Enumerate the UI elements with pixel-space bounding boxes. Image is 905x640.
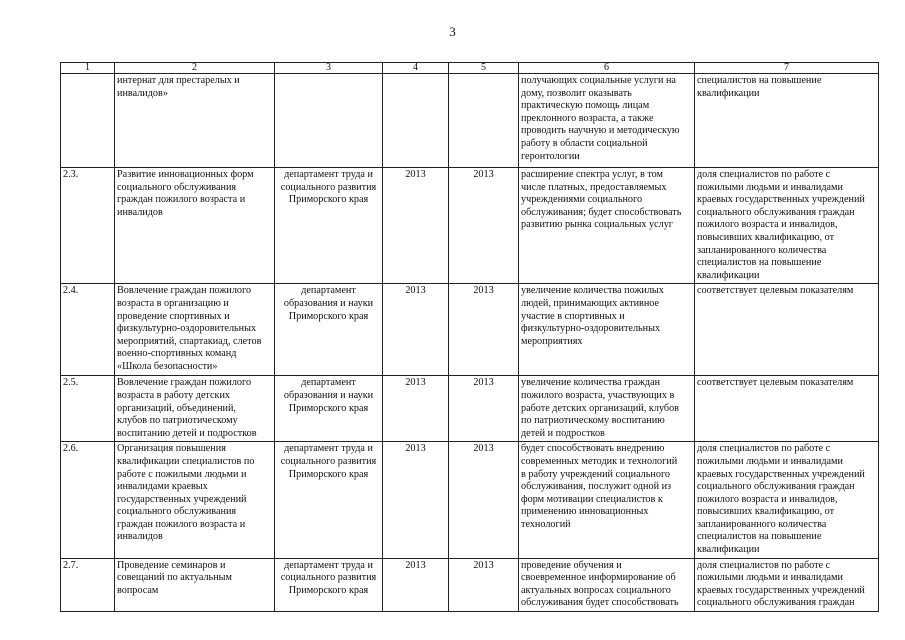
expected-result: будет способствовать внедрению современных методик и технологий в работу учреждений социального обслуживания, послужит одной из форм мотивации специалистов к применению инновационных технологий [519,442,695,558]
start-year [383,74,449,168]
start-year: 2013 [383,168,449,284]
end-year: 2013 [449,558,519,611]
row-number: 2.3. [61,168,115,284]
table-row [61,168,879,284]
expected-result: увеличение количества граждан пожилого возраста, участвующих в работе детских организаций, клубов по патриотическому воспитанию детей и подростков [519,376,695,442]
end-year [449,74,519,168]
table-row [61,558,879,611]
column-number: 4 [383,63,449,74]
row-number [61,74,115,168]
row-number: 2.6. [61,442,115,558]
column-number: 6 [519,63,695,74]
column-number: 5 [449,63,519,74]
column-number-row [61,63,879,74]
measure-name: Вовлечение граждан пожилого возраста в работу детских организаций, объединений, клубов по патриотическому воспитанию детей и подростков [115,376,275,442]
measure-name: Вовлечение граждан пожилого возраста в организацию и проведение спортивных и физкультурно-оздоровительных мероприятий, спартакиад, слетов военно-спортивных команд «Школа безопасности» [115,284,275,376]
indicator: доля специалистов по работе с пожилыми людьми и инвалидами краевых государственных учреждений социального обслуживания граждан пожилого возраста и инвалидов, повысивших квалификацию, от запланированного количества специалистов на повышение квалификации [695,442,879,558]
measure-name: интернат для престарелых и инвалидов» [115,74,275,168]
end-year: 2013 [449,442,519,558]
column-number: 3 [275,63,383,74]
end-year: 2013 [449,284,519,376]
column-number: 1 [61,63,115,74]
indicator: доля специалистов по работе с пожилыми людьми и инвалидами краевых государственных учреждений социального обслуживания граждан пожилого возраста и инвалидов, повысивших квалификацию, от запланированного количества специалистов на повышение квалификации [695,168,879,284]
page-number: 3 [449,24,456,39]
start-year: 2013 [383,558,449,611]
indicator: доля специалистов по работе с пожилыми людьми и инвалидами краевых государственных учреждений социального обслуживания граждан [695,558,879,611]
executor: департамент образования и науки Приморского края [275,376,383,442]
column-number: 7 [695,63,879,74]
indicator: соответствует целевым показателям [695,284,879,376]
executor: департамент труда и социального развития Приморского края [275,442,383,558]
expected-result: увеличение количества пожилых людей, принимающих активное участие в спортивных и физкультурно-оздоровительных мероприятиях [519,284,695,376]
measure-name: Организация повышения квалификации специалистов по работе с пожилыми людьми и инвалидами краевых государственных учреждений социального обслуживания граждан пожилого возраста и инвалидов [115,442,275,558]
end-year: 2013 [449,168,519,284]
indicator: соответствует целевым показателям [695,376,879,442]
row-number: 2.7. [61,558,115,611]
column-number: 2 [115,63,275,74]
executor: департамент труда и социального развития Приморского края [275,168,383,284]
row-number: 2.4. [61,284,115,376]
table-row [61,376,879,442]
executor: департамент труда и социального развития Приморского края [275,558,383,611]
expected-result: получающих социальные услуги на дому, позволит оказывать практическую помощь лицам преклонного возраста, а также проводить научную и методическую работу в области социальной геронтологии [519,74,695,168]
table-row [61,442,879,558]
expected-result: проведение обучения и своевременное информирование об актуальных вопросах социального обслуживания будет способствовать [519,558,695,611]
table-row [61,74,879,168]
measure-name: Развитие инновационных форм социального обслуживания граждан пожилого возраста и инвалидов [115,168,275,284]
executor [275,74,383,168]
executor: департамент образования и науки Приморского края [275,284,383,376]
measures-table [60,62,879,612]
indicator: специалистов на повышение квалификации [695,74,879,168]
row-number: 2.5. [61,376,115,442]
start-year: 2013 [383,442,449,558]
table-row [61,284,879,376]
end-year: 2013 [449,376,519,442]
start-year: 2013 [383,376,449,442]
measure-name: Проведение семинаров и совещаний по актуальным вопросам [115,558,275,611]
start-year: 2013 [383,284,449,376]
expected-result: расширение спектра услуг, в том числе платных, предоставляемых учреждениями социального обслуживания; будет способствовать развитию рынка социальных услуг [519,168,695,284]
